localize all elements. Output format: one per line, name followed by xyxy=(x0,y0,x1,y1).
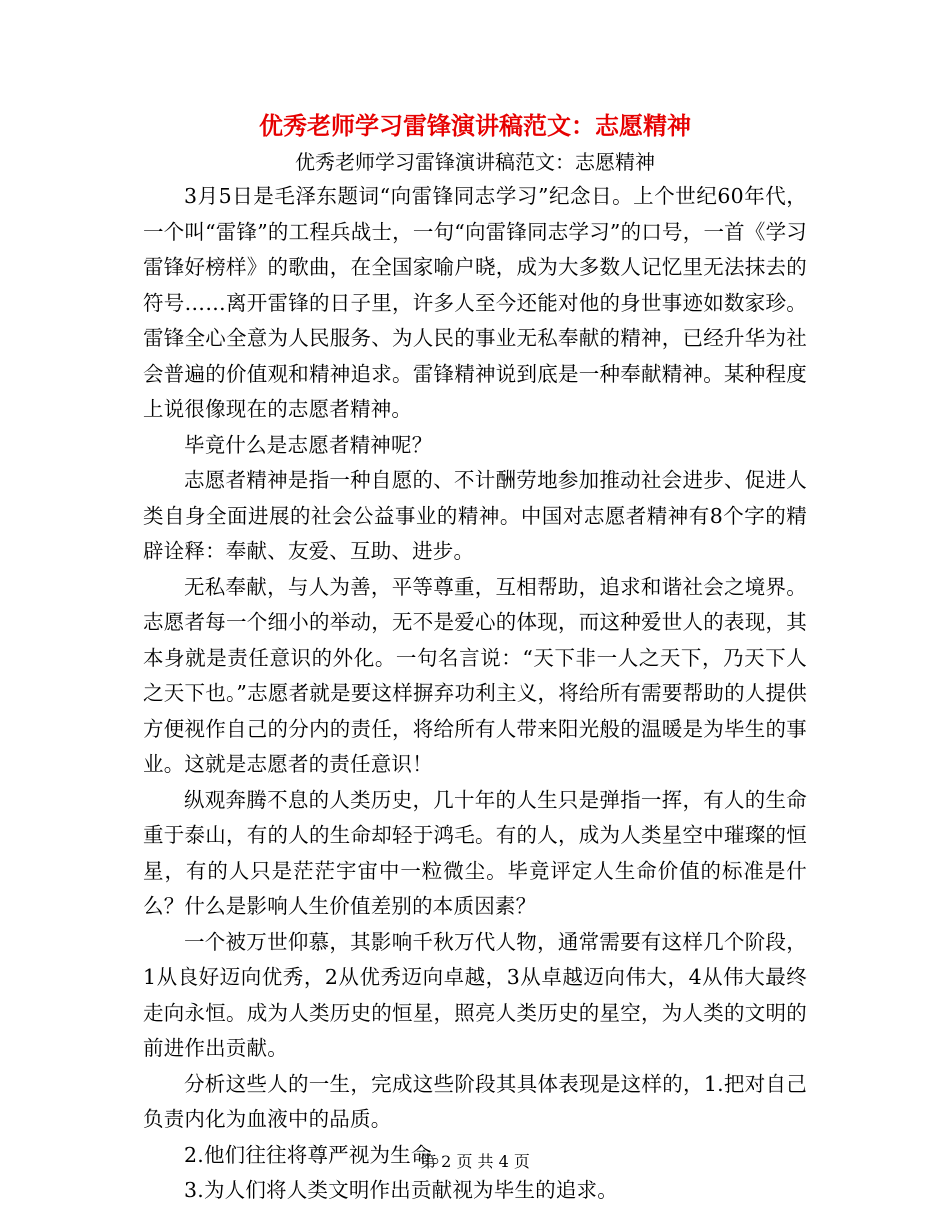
paragraph-3: 志愿者精神是指一种自愿的、不计酬劳地参加推动社会进步、促进人类自身全面进展的社会公益事业的精神。中国对志愿者精神有8个字的精辟诠释：奉献、友爱、互助、进步。 xyxy=(143,468,807,563)
paragraph-5: 纵观奔腾不息的人类历史，几十年的人生只是弹指一挥，有人的生命重于泰山，有的人的生命却轻于鸿毛。有的人，成为人类星空中璀璨的恒星，有的人只是茫茫宇宙中一粒微尘。毕竟评定人生命价值的标准是什么？什么是影响人生价值差别的本质因素？ xyxy=(143,787,807,918)
paragraph-8: 2.他们往往将尊严视为生命。 xyxy=(184,1142,453,1167)
document-subtitle: 优秀老师学习雷锋演讲稿范文：志愿精神 xyxy=(295,150,655,174)
paragraph-4: 无私奉献，与人为善，平等尊重，互相帮助，追求和谐社会之境界。志愿者每一个细小的举动，无不是爱心的体现，而这种爱世人的表现，其本身就是责任意识的外化。一句名言说：“天下非一人之天下，乃天下人之天下也。”志愿者就是要这样摒弃功利主义，将给所有需要帮助的人提供方便视作自己的分内的责任，将给所有人带来阳光般的温暖是为毕生的事业。这就是志愿者的责任意识！ xyxy=(143,574,807,776)
document-body xyxy=(143,179,807,1209)
paragraph-6: 一个被万世仰慕，其影响千秋万代人物，通常需要有这样几个阶段，1从良好迈向优秀，2从优秀迈向卓越，3从卓越迈向伟大，4从伟大最终走向永恒。成为人类历史的恒星，照亮人类历史的星空，为人类的文明的前进作出贡献。 xyxy=(143,929,807,1060)
paragraph-9: 3.为人们将人类文明作出贡献视为毕生的追求。 xyxy=(184,1178,618,1202)
paragraph-2: 毕竟什么是志愿者精神呢？ xyxy=(184,432,433,457)
paragraph-7: 分析这些人的一生，完成这些阶段其具体表现是这样的，1.把对自己负责内化为血液中的品质。 xyxy=(143,1071,807,1131)
page-number-footer: 第 2 页 共 4 页 xyxy=(420,1152,530,1171)
paragraph-1: 3月5日是毛泽东题词“向雷锋同志学习”纪念日。上个世纪60年代，一个叫“雷锋”的工程兵战士，一句“向雷锋同志学习”的口号，一首《学习雷锋好榜样》的歌曲，在全国家喻户晓，成为大多数人记忆里无法抹去的符号……离开雷锋的日子里，许多人至今还能对他的身世事迹如数家珍。雷锋全心全意为人民服务、为人民的事业无私奉献的精神，已经升华为社会普遍的价值观和精神追求。雷锋精神说到底是一种奉献精神。某种程度上说很像现在的志愿者精神。 xyxy=(143,184,807,421)
document-title: 优秀老师学习雷锋演讲稿范文：志愿精神 xyxy=(259,111,691,140)
